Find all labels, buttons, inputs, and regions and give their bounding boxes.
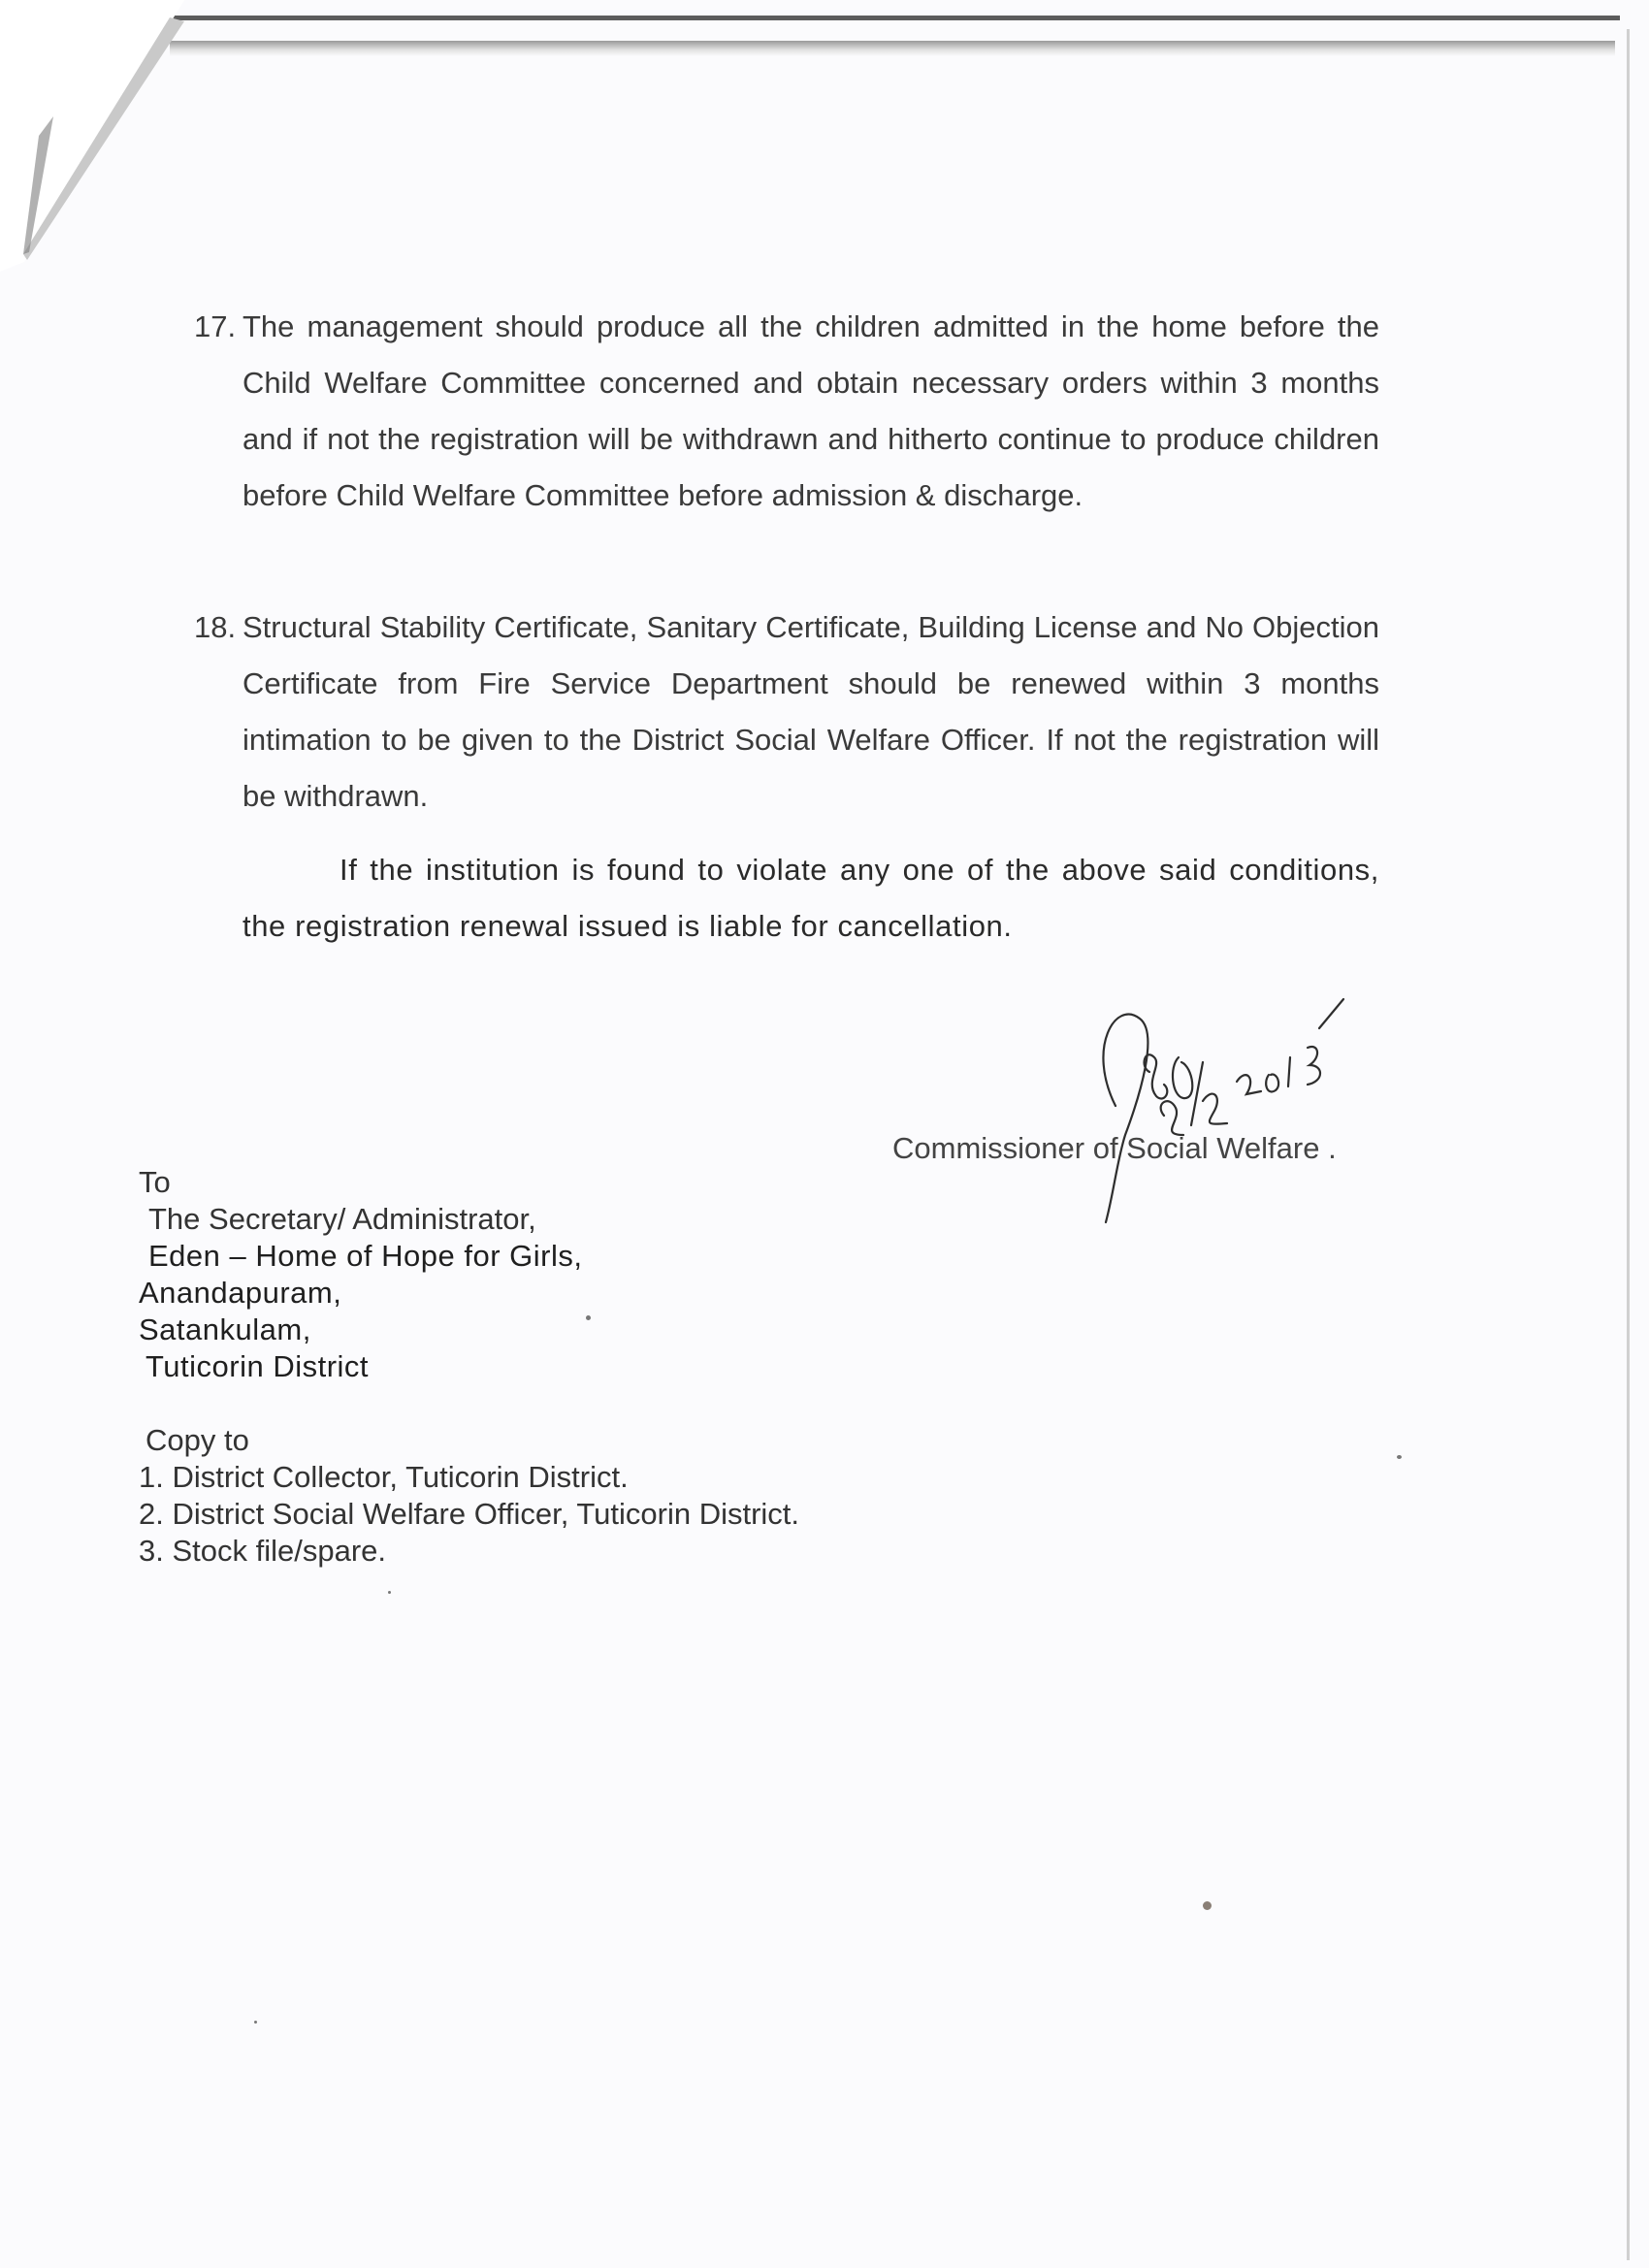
scan-edge-top [165,16,1620,20]
signatory-designation: Commissioner of Social Welfare . [892,1131,1337,1165]
closing-paragraph: If the institution is found to violate any one of the above said conditions, the registration renewal issued is liable for cancellation. [242,853,1379,943]
address-line-5: Tuticorin District [146,1349,370,1383]
copy-to-item-3: 3. Stock file/spare. [139,1534,387,1568]
scan-speck [1203,1901,1212,1910]
item-17-number: 17. [194,309,237,343]
recipient-address [139,1164,582,1385]
copy-to-item-1: 1. District Collector, Tuticorin District. [139,1460,629,1494]
handwritten-signature [1048,989,1358,1242]
copy-to-label: Copy to [146,1423,249,1457]
scan-speck [1397,1455,1402,1459]
scan-speck [388,1591,391,1594]
address-line-4: Satankulam, [139,1312,311,1346]
copy-to-list [139,1422,799,1570]
to-label: To [139,1165,171,1199]
scan-speck [254,2021,257,2024]
scan-speck [586,1315,591,1320]
folded-corner-shadow [0,0,213,272]
address-line-1: The Secretary/ Administrator, [148,1202,536,1236]
address-line-2: Eden – Home of Hope for Girls, [148,1239,583,1273]
item-18-number: 18. [194,610,237,644]
item-17-text: The management should produce all the children admitted in the home before the Child Welfare Committee concerned and obtain necessary orders within 3 months and if not the registration will be withdrawn and hitherto continue to produce children before Child Welfare Committee before admission & discharge. [242,309,1379,512]
copy-to-item-2: 2. District Social Welfare Officer, Tuticorin District. [139,1497,800,1531]
item-18-text: Structural Stability Certificate, Sanitary Certificate, Building License and No Objection Certificate from Fire Service Department should be renewed within 3 months intimation to be given to the District Social Welfare Officer. If not the registration will be withdrawn. [242,610,1379,813]
scan-shadow-top [170,41,1615,56]
scan-edge-right [1627,29,1630,2260]
address-line-3: Anandapuram, [139,1276,342,1310]
